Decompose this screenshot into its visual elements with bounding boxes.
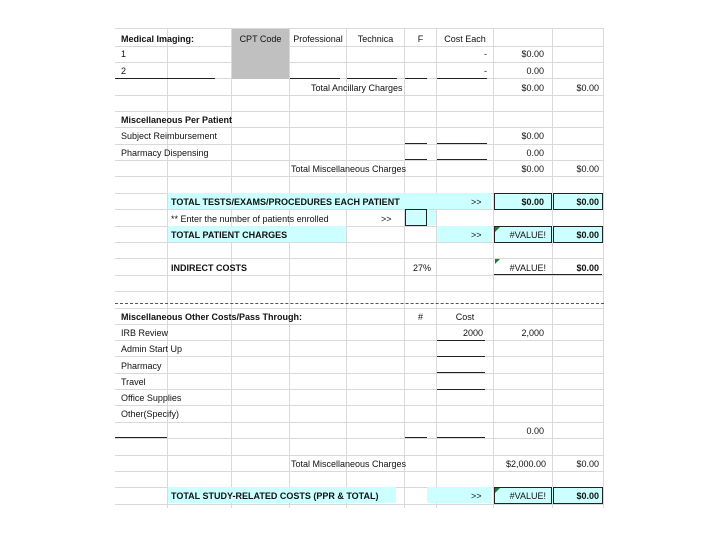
- col-header-f: F: [417, 34, 424, 44]
- indirect-label: INDIRECT COSTS: [171, 263, 248, 273]
- enroll-input[interactable]: [405, 209, 427, 226]
- other-costs-hash: #: [417, 312, 423, 322]
- imaging-row-2-dash: -: [484, 66, 487, 76]
- page-break: [115, 303, 604, 304]
- patient-charges-total: $0.00: [576, 230, 599, 240]
- enroll-arrow: >>: [381, 214, 392, 224]
- misc-total-total: $0.00: [576, 164, 599, 174]
- misc-total-label: Total Miscellaneous Charges: [291, 164, 407, 174]
- other-costs-cost: Cost: [455, 312, 475, 322]
- patient-charges-label: TOTAL PATIENT CHARGES: [171, 230, 288, 240]
- other-row-label: Office Supplies: [121, 393, 182, 403]
- col-header-technical: Technica: [357, 34, 394, 44]
- col-header-professional: Professional: [293, 34, 343, 44]
- imaging-row-1-amount: $0.00: [521, 49, 544, 59]
- misc-total-amount: $0.00: [521, 164, 544, 174]
- tests-arrow: >>: [471, 197, 482, 207]
- ancillary-total: $0.00: [576, 83, 599, 93]
- other-row-cost[interactable]: 2000: [462, 328, 483, 338]
- imaging-row-2-label[interactable]: 2: [121, 66, 127, 76]
- other-costs-header: Miscellaneous Other Costs/Pass Through:: [121, 312, 303, 322]
- misc-row-1-amount: $0.00: [521, 131, 544, 141]
- imaging-row-1-label[interactable]: 1: [121, 49, 127, 59]
- col-header-cpt: CPT Code: [239, 34, 282, 44]
- tests-total: $0.00: [576, 197, 599, 207]
- misc-row-2-label: Pharmacy Dispensing: [121, 148, 209, 158]
- study-total-label: TOTAL STUDY-RELATED COSTS (PPR & TOTAL): [171, 491, 379, 501]
- section-title-imaging: Medical Imaging:: [121, 34, 195, 44]
- imaging-row-2-amount: 0.00: [526, 66, 544, 76]
- indirect-pct[interactable]: 27%: [412, 263, 431, 273]
- misc-per-patient-header: Miscellaneous Per Patient: [121, 115, 233, 125]
- study-total-arrow: >>: [471, 491, 482, 501]
- ancillary-amount: $0.00: [521, 83, 544, 93]
- study-total-total: $0.00: [576, 491, 599, 501]
- misc-row-1-label: Subject Reimbursement: [121, 131, 218, 141]
- other-row-label: Admin Start Up: [121, 344, 183, 354]
- patient-charges-arrow: >>: [471, 230, 482, 240]
- imaging-row-1-dash: -: [484, 49, 487, 59]
- spreadsheet: [115, 28, 604, 508]
- other-row-label: IRB Review: [121, 328, 169, 338]
- other-row-label: Other(Specify): [121, 409, 180, 419]
- misc-row-2-amount: 0.00: [526, 148, 544, 158]
- enroll-label: ** Enter the number of patients enrolled: [171, 214, 329, 224]
- patient-row-fill-2: [437, 226, 492, 242]
- other-total-total: $0.00: [576, 459, 599, 469]
- other-total-amount: $2,000.00: [505, 459, 546, 469]
- tests-amount: $0.00: [521, 197, 544, 207]
- indirect-amount: #VALUE!: [509, 263, 546, 273]
- other-row-label: Pharmacy: [121, 361, 162, 371]
- other-row-amount: 2,000: [521, 328, 544, 338]
- patient-charges-amount: #VALUE!: [509, 230, 546, 240]
- col-header-cost-each: Cost Each: [444, 34, 486, 44]
- ancillary-label: Total Ancillary Charges: [311, 83, 403, 93]
- other-total-label: Total Miscellaneous Charges: [291, 459, 407, 469]
- other-row-label: Travel: [121, 377, 146, 387]
- study-total-amount: #VALUE!: [509, 491, 546, 501]
- study-row-fill-2: [427, 487, 492, 503]
- indirect-total: $0.00: [576, 263, 599, 273]
- tests-label: TOTAL TESTS/EXAMS/PROCEDURES EACH PATIENT: [171, 197, 400, 207]
- other-blank-amount: 0.00: [526, 426, 544, 436]
